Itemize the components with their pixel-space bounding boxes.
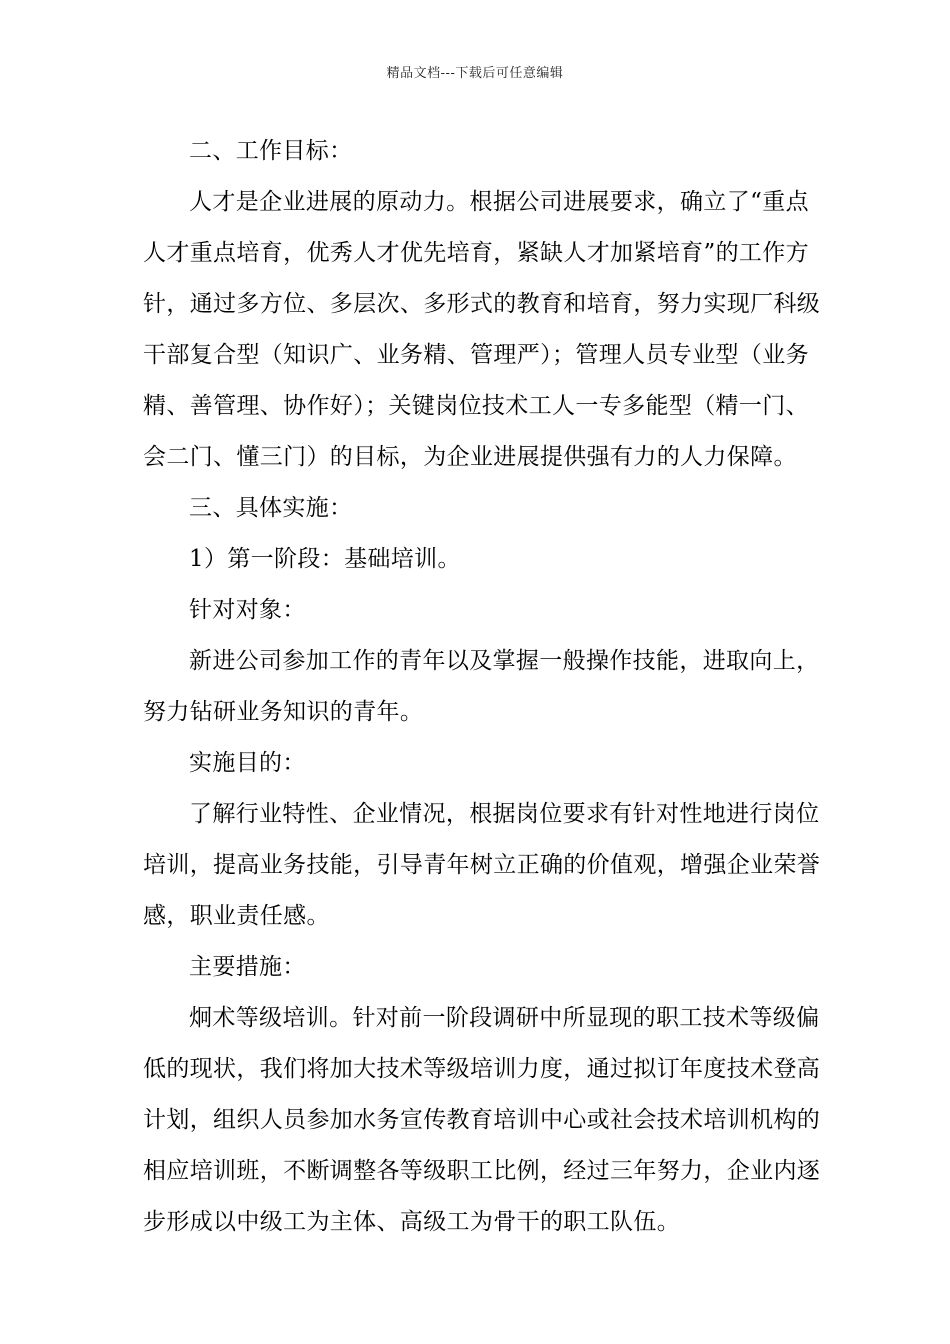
paragraph-line: 干部复合型（知识广、业务精、管理严）；管理人员专业型（业务 [143,342,809,368]
paragraph-line: 努力钻研业务知识的青年。 [143,699,424,725]
paragraph-line: 人才重点培育，优秀人才优先培育，紧缺人才加紧培育”的工作方 [143,240,809,266]
header-watermark-text: 精品文档---下载后可任意编辑 [386,66,564,81]
paragraph-line: 会二门、懂三门）的目标，为企业进展提供强有力的人力保障。 [143,444,797,470]
paragraph-line: 精、善管理、协作好）；关键岗位技术工人一专多能型（精一门、 [143,393,809,419]
label-main-measures: 主要措施： [189,954,306,980]
paragraph-line: 针，通过多方位、多层次、多形式的教育和培育，努力实现厂科级 [143,291,821,317]
label-target-audience: 针对对象： [189,597,306,623]
paragraph-line: 步形成以中级工为主体、高级工为骨干的职工队伍。 [143,1209,681,1235]
paragraph-line: 计划，组织人员参加水务宣传教育培训中心或社会技术培训机构的 [143,1107,821,1133]
label-purpose: 实施目的： [189,750,306,776]
paragraph-line: 人才是企业进展的原动力。根据公司进展要求，确立了“重点 [189,189,809,215]
paragraph-line: 低的现状，我们将加大技术等级培训力度，通过拟订年度技术登高 [143,1056,821,1082]
paragraph-line: 相应培训班，不断调整各等级职工比例，经过三年努力，企业内逐 [143,1158,821,1184]
paragraph-line: 炯术等级培训。针对前一阶段调研中所显现的职工技术等级偏 [189,1005,820,1031]
paragraph-line: 新进公司参加工作的青年以及掌握一般操作技能，进取向上， [189,648,820,674]
paragraph-line: 培训，提高业务技能，引导青年树立正确的价值观，增强企业荣誉 [143,852,821,878]
paragraph-line: 了解行业特性、企业情况，根据岗位要求有针对性地进行岗位 [189,801,820,827]
document-body [143,126,821,1248]
subsection-stage-one: 1）第一阶段：基础培训。 [189,546,461,572]
section-heading-work-goals: 二、工作目标： [189,138,353,164]
paragraph-line: 感，职业责任感。 [143,903,330,929]
section-heading-implementation: 三、具体实施： [189,495,353,521]
